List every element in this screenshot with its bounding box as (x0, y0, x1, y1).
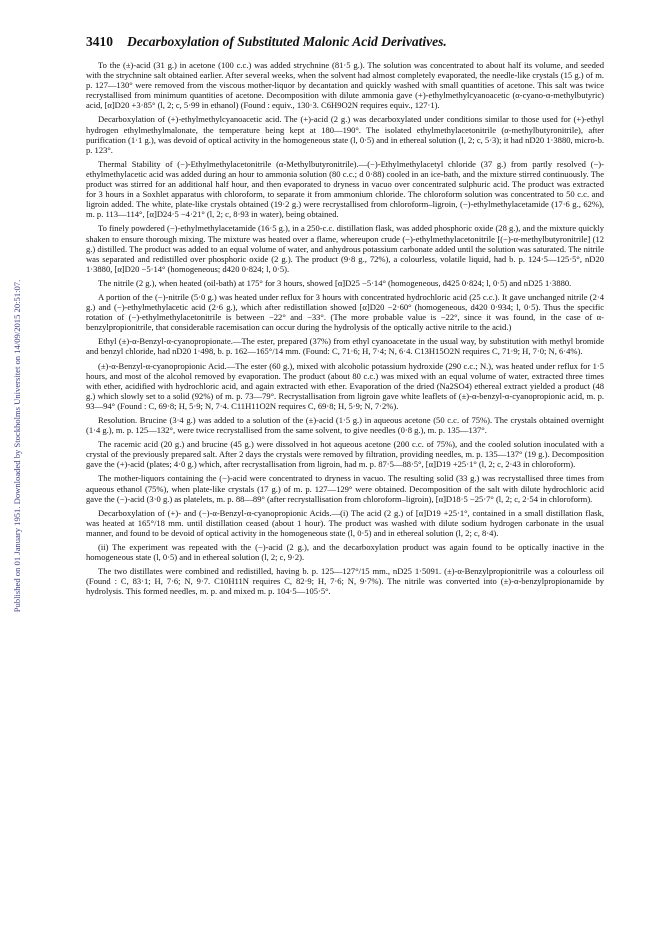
paragraph-distillates: The two distillates were combined and redistilled, having b. p. 125—127°/15 mm., nD25 1·5091. (±)-α-Benzylpropionitrile was a colourless oil (Found : C, 83·1; H, 7·6; N, 9·7. C10H11N requires C, 82·9; H, 7·6; N, 9·7%). The nitrile was converted into (±)-α-benzylpropionamide by hydrolysis. This formed needles, m. p. and mixed m. p. 104·5—105·5°. (86, 566, 604, 597)
running-title: Decarboxylation of Substituted Malonic Acid Derivatives. (127, 34, 447, 49)
paragraph-benzyl-cyanopropionic-acid: (±)-α-Benzyl-α-cyanopropionic Acid.—The ester (60 g.), mixed with alcoholic potassium hydroxide (290 c.c.; N.), was heated under reflux for 1·5 hours, and most of the alcohol removed by evaporation. The product (about 80 c.c.) was mixed with an equal volume of water, extracted three times with ether, acidified with hydrochloric acid, and again extracted with ether. Evaporation of the dried (Na2SO4) ethereal extract yielded a product (48 g.) which slowly set to a solid (92%) of m. p. 73—79°. Recrystallisation from ligroin gave white leaflets of (±)-α-benzyl-α-cyanopropionic acid, m. p. 93—94° (Found : C, 69·8; H, 5·9; N, 7·4. C11H11O2N requires C, 69·8; H, 5·9; N, 7·2%). (86, 360, 604, 411)
paragraph-thermal-stability: Thermal Stability of (−)-Ethylmethylacetonitrile (α-Methylbutyronitrile).—(−)-Ethylmethylacetyl chloride (37 g.) from partly resolved (−)-ethylmethylacetic acid was added during an hour to ammonia solution (80 c.c.; d 0·88) cooled in an ice-bath, and the mixture stirred continuously. The product was stirred for an additional half hour, and then evaporated to dryness in vacuo over concentrated sulphuric acid. The product was extracted for 3 hours in a Soxhlet apparatus with chloroform, to separate it from ammonium chloride. The chloroform solution was concentrated to 50 c.c. and ligroin added. The white, plate-like crystals obtained (19·2 g.) were recrystallised from chloroform–ligroin, (−)-ethylmethylacetamide (17·6 g., 62%), m. p. 113—114°, [α]D24·5 −4·21° (l, 2; c, 8·93 in water), being obtained. (86, 158, 604, 220)
page-number: 3410 (86, 34, 113, 49)
paragraph-mother-liquors: The mother-liquors containing the (−)-acid were concentrated to dryness in vacuo. The resulting solid (33 g.) was recrystallised three times from aqueous ethanol (75%), when plate-like crystals (17 g.) of m. p. 127—129° were obtained. Decomposition of the salt with dilute hydrochloric acid gave the (−)-acid (3·0 g.) as platelets, m. p. 88—89° (after recrystallisation from chloroform–ligroin), [α]D18·5 −25·7° (l, 2; c, 2·54 in chloroform). (86, 473, 604, 504)
paragraph-nitrile-heating: The nitrile (2 g.), when heated (oil-bath) at 175° for 3 hours, showed [α]D25 −5·14° (homogeneous, d425 0·824; l, 0·5) and nD25 1·3880. (98, 277, 572, 288)
page-header (86, 34, 604, 50)
journal-page (86, 34, 604, 601)
download-provenance-note: Published on 01 January 1951. Downloaded by Stockholms Universitet on 14/09/2015 20:51:07. (12, 279, 22, 613)
paragraph-ethyl-ester: Ethyl (±)-α-Benzyl-α-cyanopropionate.—The ester, prepared (37%) from ethyl cyanoacetate in the usual way, by substitution with methyl bromide and benzyl chloride, had nD20 1·498, b. p. 162—165°/14 mm. (Found: C, 71·6; H, 7·4; N, 6·4. C13H15O2N requires C, 71·9; H, 7·0; N, 6·4%). (86, 336, 604, 357)
paragraph-nitrile-hydrolysis: A portion of the (−)-nitrile (5·0 g.) was heated under reflux for 3 hours with concentrated hydrochloric acid (25 c.c.). It gave unchanged nitrile (2·4 g.) and (−)-ethylmethylacetic acid (2·6 g.), which after redistillation showed [α]D20 −2·60° (homogeneous, d420 0·934; l, 0·5). Thus the specific rotation of (−)-ethylmethylacetonitrile is between −22° and −33°. (The more probable value is −22°, since it was found, in the case of α-benzylpropionitrile, that considerable racemisation can occur during the hydrolysis of the optically active nitrile to the acid.) (86, 291, 604, 333)
paragraph-repeat-experiment: (ii) The experiment was repeated with the (−)-acid (2 g.), and the decarboxylation product was again found to be optically inactive in the homogeneous state (l, 0·5) and in ethereal solution (l, 2; c, 9·2). (86, 542, 604, 563)
paragraph-phosphoric-oxide: To finely powdered (−)-ethylmethylacetamide (16·5 g.), in a 250-c.c. distillation flask, was added phosphoric oxide (28 g.), and the mixture quickly shaken to ensure thorough mixing. The mixture was heated over a flame, whereupon crude (−)-ethylmethylacetonitrile [(−)-α-methylbutyronitrile] (12 g.) distilled. The product was added to an equal volume of water, and anhydrous potassium carbonate added until the solution was saturated. The nitrile was separated and redistilled over phosphoric oxide (2 g.). The product (9·8 g., 72%), a colourless, volatile liquid, had b. p. 124·5—125·5°, nD20 1·3880, [α]D20 −5·14° (homogeneous; d420 0·824; l, 0·5). (86, 223, 604, 274)
paragraph-racemic-acid: The racemic acid (20 g.) and brucine (45 g.) were dissolved in hot aqueous acetone (200 c.c. of 75%), and the cooled solution inoculated with a crystal of the previously prepared salt. After 2 days the crystals were removed by filtration, providing needles, m. p. 135—137° (19 g.). Decomposition gave the (+)-acid (plates; 4·0 g.) which, after recrystallisation from ligroin, had m. p. 87·5—88·5°, [α]D19 +25·1° (l, 2; c, 2·43 in chloroform). (86, 439, 604, 470)
paragraph-decarboxylation-ethylmethylcyanoacetic: Decarboxylation of (+)-ethylmethylcyanoacetic acid. The (+)-acid (2 g.) was decarboxylated under conditions similar to those used for (+)-ethyl hydrogen ethylmethylmalonate, the temperature being kept at 180—190°. The isolated ethylmethylacetonitrile (α-methylbutyronitrile), after purification (1·1 g.), was devoid of optical activity in the homogeneous state (l, 0·5) and in ethereal solution (l, 2; c, 5·3); it had nD20 1·3880, micro-b. p. 123°. (86, 114, 604, 155)
paragraph-resolution-brucine: Resolution. Brucine (3·4 g.) was added to a solution of the (±)-acid (1·5 g.) in aqueous acetone (50 c.c. of 75%). The crystals obtained overnight (1·4 g.), m. p. 125—132°, were twice recrystallised from the same solvent, to give needles (0·8 g.), m. p. 135—137°. (86, 415, 604, 436)
paragraph-resolution-strychnine: To the (±)-acid (31 g.) in acetone (100 c.c.) was added strychnine (81·5 g.). The solution was concentrated to about half its volume, and seeded with the strychnine salt obtained earlier. After several weeks, when the solvent had almost completely evaporated, the needle-like crystals (15 g.) of m. p. 127—130° were removed from the viscous mother-liquor by decantation and quickly washed with small quantities of acetone. This salt was twice recrystallised from minimum quantities of acetone. Decomposition with dilute ammonia gave (+)-ethylmethylcyanoacetic (α-cyano-α-methylbutyric) acid, [α]D20 +3·85° (l, 2; c, 5·99 in ethanol) (Found : equiv., 130·3. C6H9O2N requires equiv., 127·1). (86, 60, 604, 111)
article-body (86, 60, 604, 597)
paragraph-decarboxylation-benzyl: Decarboxylation of (+)- and (−)-α-Benzyl-α-cyanopropionic Acids.—(i) The acid (2 g.) of [α]D19 +25·1°, contained in a small distillation flask, was heated at 165°/18 mm. until distillation ceased (about 1 hour). The product was washed with dilute sodium hydrogen carbonate in the usual manner, and found to be devoid of optical activity in the homogeneous state (l, 0·5) and in ethereal solution (l, 2; c, 8·4). (86, 507, 604, 538)
